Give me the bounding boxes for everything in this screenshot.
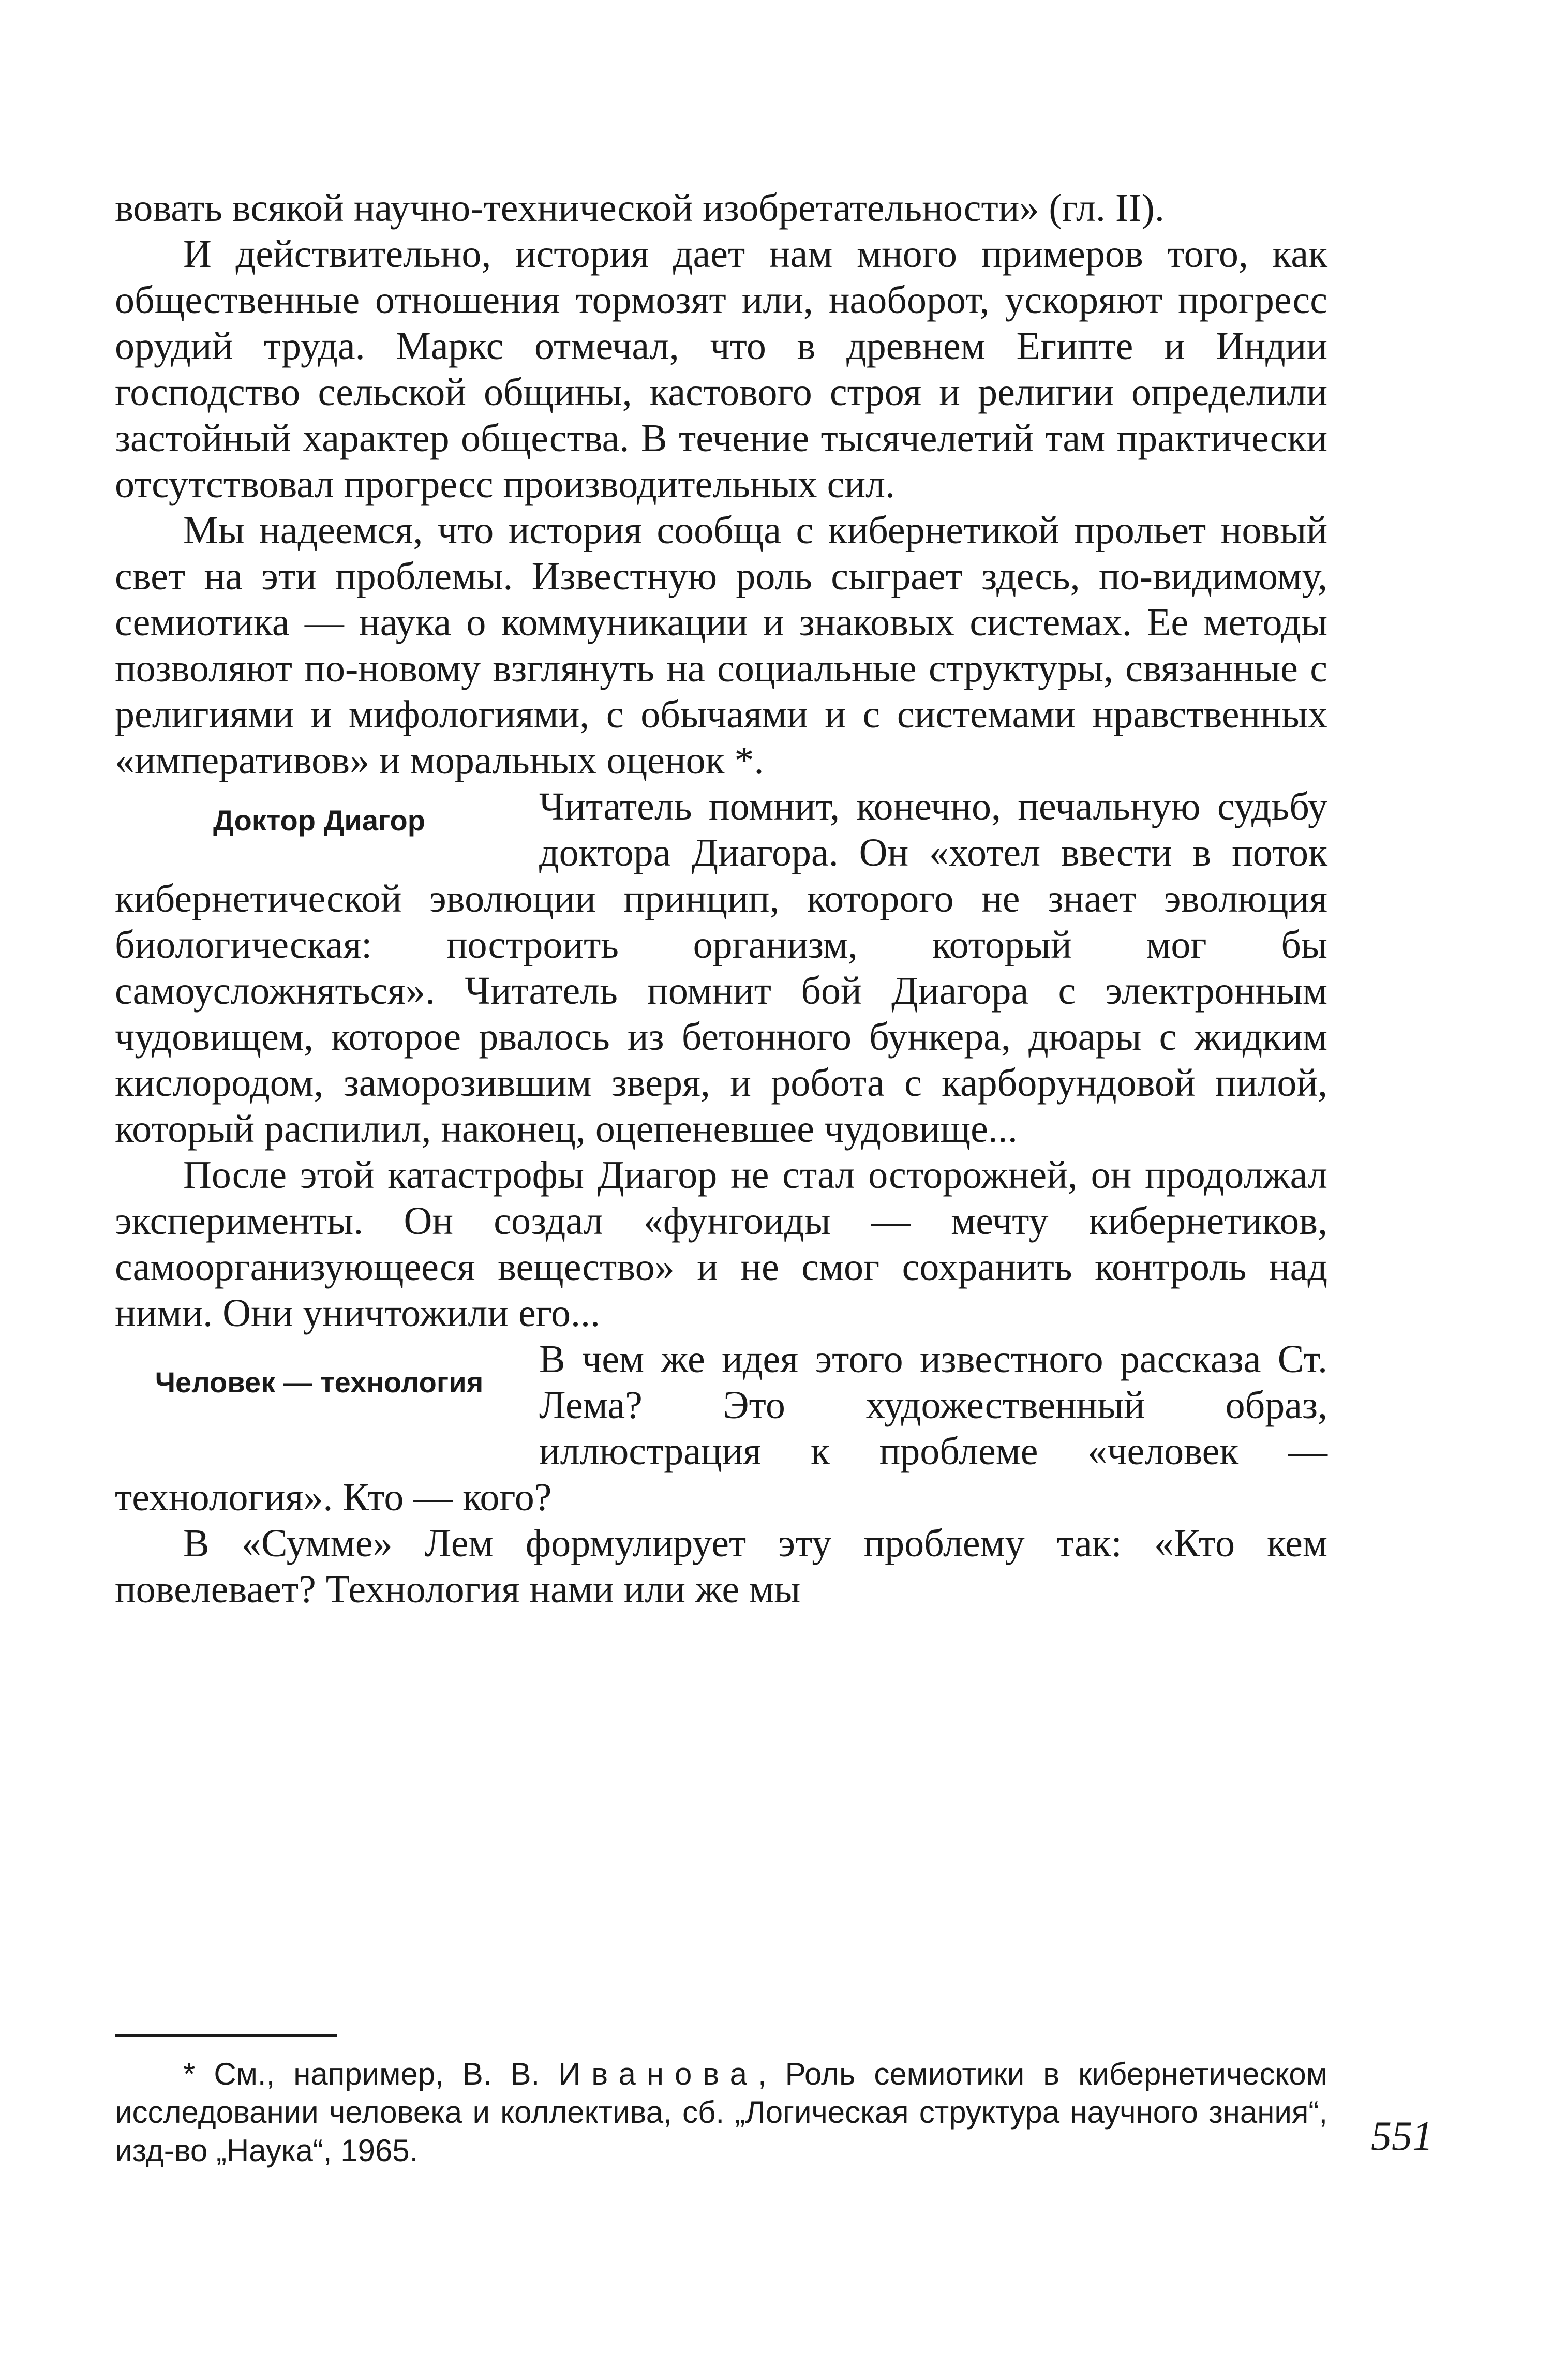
footnote-marker: * bbox=[183, 2057, 196, 2091]
page-number: 551 bbox=[1371, 2114, 1433, 2159]
footnote-citation: , Роль семиотики в кибернетическом исследовании человека и коллектива, сб. „Логическая структура научного знания“, изд-во „Наука“, 1965. bbox=[115, 2057, 1328, 2168]
sidenote-human-technology: Человек — технология bbox=[155, 1366, 484, 1399]
main-text bbox=[115, 185, 1327, 1613]
footnote-author: Иванова bbox=[558, 2057, 758, 2091]
paragraph-6: В чем же идея этого известного рассказа Ст. Лема? Это художественный образ, иллюстрация к проблеме «человек — технология». Кто — кого? bbox=[115, 1337, 1327, 1519]
paragraph-1: вовать всякой научно-технической изобретательности» (гл. II). bbox=[115, 186, 1165, 230]
paragraph-5: После этой катастрофы Диагор не стал осторожней, он продолжал эксперименты. Он создал «фунгоиды — мечту кибернетиков, самоорганизующееся вещество» и не смог сохранить контроль над ними. Они уничтожили его... bbox=[115, 1153, 1327, 1335]
footnote-divider bbox=[115, 2034, 337, 2037]
footnote-prefix: См., например, В. В. bbox=[195, 2057, 559, 2091]
paragraph-7: В «Сумме» Лем формулирует эту проблему так: «Кто кем повелевает? Технология нами или же мы bbox=[115, 1522, 1327, 1611]
paragraph-2: И действительно, история дает нам много примеров того, как общественные отношения тормозят или, наоборот, ускоряют прогресс орудий труда. Маркс отмечал, что в древнем Египте и Индии господство сельской общины, кастового строя и религии определили застойный характер общества. В течение тысячелетий там практически отсутствовал прогресс производительных сил. bbox=[115, 232, 1327, 506]
sidenote-doctor-diagor: Доктор Диагор bbox=[213, 804, 425, 837]
paragraph-4: Читатель помнит, конечно, печальную судьбу доктора Диагора. Он «хотел ввести в поток кибернетической эволюции принцип, которого не знает эволюция биологическая: построить организм, который мог бы самоусложняться». Читатель помнит бой Диагора с электронным чудовищем, которое рвалось из бетонного бункера, дюары с жидким кислородом, заморозившим зверя, и робота с карборундовой пилой, который распилил, наконец, оцепеневшее чудовище... bbox=[115, 785, 1327, 1151]
paragraph-3: Мы надеемся, что история сообща с кибернетикой прольет новый свет на эти проблемы. Известную роль сыграет здесь, по-видимому, семиотика — наука о коммуникации и знаковых системах. Ее методы позволяют по-новому взглянуть на социальные структуры, связанные с религиями и мифологиями, с обычаями и с системами нравственных «императивов» и моральных оценок *. bbox=[115, 509, 1327, 782]
footnote bbox=[115, 2055, 1327, 2170]
